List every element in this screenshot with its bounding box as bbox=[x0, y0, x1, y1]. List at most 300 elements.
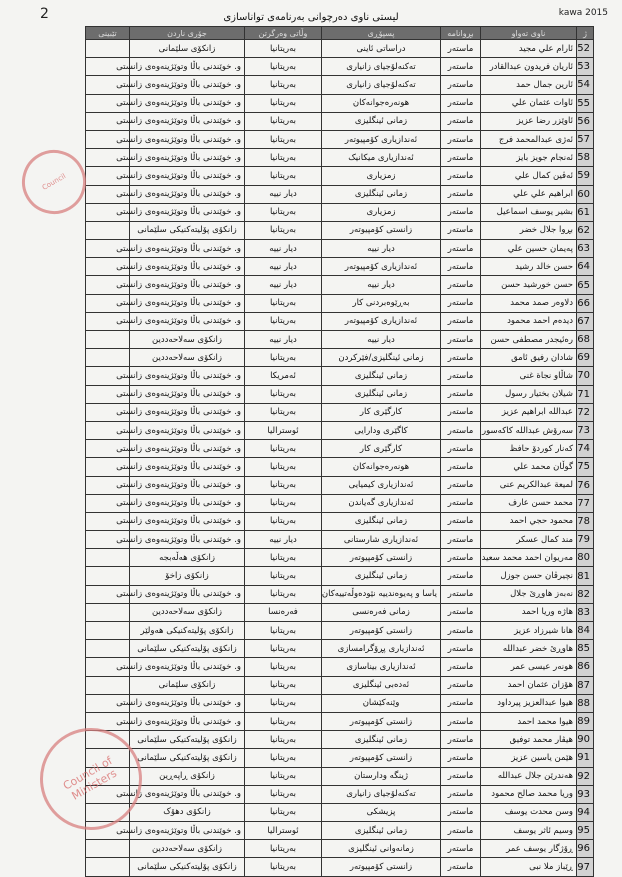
cell-scholarship: زانکۆی پۆلیتەکنیکی سلێمانی bbox=[130, 221, 245, 239]
cell-num: 81 bbox=[577, 567, 594, 585]
cell-scholarship: و. خوێندنی باڵا وتوێژینەوەی زانستی bbox=[130, 385, 245, 403]
cell-scholarship: زانکۆی سەلاحەددین bbox=[130, 331, 245, 349]
cell-degree: ماستەر bbox=[441, 712, 481, 730]
cell-name: وريا محمد صالح محمود bbox=[481, 785, 577, 803]
table-row bbox=[86, 640, 594, 658]
cell-specialty: زمانی ئینگلیزی bbox=[322, 185, 441, 203]
table-row bbox=[86, 367, 594, 385]
cell-name: ڕۆژگار يوسف عمر bbox=[481, 840, 577, 858]
cell-name: هاوڕێ خضر عبدالله bbox=[481, 640, 577, 658]
cell-specialty: دراساتی ئاینی bbox=[322, 40, 441, 58]
cell-name: ئاريان فريدون عبدالقادر bbox=[481, 58, 577, 76]
cell-num: 95 bbox=[577, 822, 594, 840]
table-row bbox=[86, 749, 594, 767]
cell-country: بەریتانیا bbox=[245, 40, 322, 58]
cell-scholarship: زانکۆی پۆلیتەکنیکی هەولێر bbox=[130, 622, 245, 640]
cell-name: دلاوەر صمد محمد bbox=[481, 294, 577, 312]
cell-country: بەریتانیا bbox=[245, 221, 322, 239]
cell-scholarship: و. خوێندنی باڵا وتوێژینەوەی زانستی bbox=[130, 785, 245, 803]
cell-num: 78 bbox=[577, 512, 594, 530]
cell-specialty: پزیشکی bbox=[322, 803, 441, 821]
header-scholarship: جۆری ناردن bbox=[130, 27, 245, 40]
cell-scholarship: و. خوێندنی باڵا وتوێژینەوەی زانستی bbox=[130, 694, 245, 712]
cell-country: دیار نییە bbox=[245, 240, 322, 258]
page-title: لیستی ناوی دەرچوانی بەرنامەی تواناسازی bbox=[223, 12, 399, 23]
cell-scholarship: و. خوێندنی باڵا وتوێژینەوەی زانستی bbox=[130, 258, 245, 276]
cell-specialty: زمانی ئینگلیزی/فێرکردن bbox=[322, 349, 441, 367]
cell-num: 77 bbox=[577, 494, 594, 512]
cell-country: بەریتانیا bbox=[245, 622, 322, 640]
cell-num: 83 bbox=[577, 603, 594, 621]
table-row bbox=[86, 349, 594, 367]
cell-scholarship: زانکۆی هەڵەبجە bbox=[130, 549, 245, 567]
cell-country: بەریتانیا bbox=[245, 549, 322, 567]
cell-scholarship: زانکۆی ڕاپەڕین bbox=[130, 767, 245, 785]
cell-degree: ماستەر bbox=[441, 694, 481, 712]
cell-specialty: ئەندازیاری گەیاندن bbox=[322, 494, 441, 512]
cell-notes bbox=[86, 858, 130, 876]
table-row bbox=[86, 258, 594, 276]
cell-name: شيلان بختيار رسول bbox=[481, 385, 577, 403]
cell-scholarship: و. خوێندنی باڵا وتوێژینەوەی زانستی bbox=[130, 494, 245, 512]
cell-specialty: ئەندازیاری پڕۆگرامسازی bbox=[322, 640, 441, 658]
cell-name: ئاوێزر رضا عزيز bbox=[481, 112, 577, 130]
cell-num: 67 bbox=[577, 312, 594, 330]
cell-scholarship: و. خوێندنی باڵا وتوێژینەوەی زانستی bbox=[130, 476, 245, 494]
table-row bbox=[86, 458, 594, 476]
cell-num: 55 bbox=[577, 94, 594, 112]
table-row bbox=[86, 785, 594, 803]
cell-country: بەریتانیا bbox=[245, 840, 322, 858]
cell-num: 60 bbox=[577, 185, 594, 203]
cell-country: بەریتانیا bbox=[245, 130, 322, 148]
cell-name: كەنار كوردۆ حافظ bbox=[481, 440, 577, 458]
cell-notes bbox=[86, 221, 130, 239]
cell-num: 91 bbox=[577, 749, 594, 767]
cell-country: دیار نییە bbox=[245, 185, 322, 203]
cell-name: هاژە وریا احمد bbox=[481, 603, 577, 621]
cell-degree: ماستەر bbox=[441, 622, 481, 640]
cell-specialty: زانستی کۆمپیوتەر bbox=[322, 858, 441, 876]
cell-notes bbox=[86, 622, 130, 640]
cell-name: مند كمال عسكر bbox=[481, 531, 577, 549]
cell-degree: ماستەر bbox=[441, 567, 481, 585]
cell-country: بەریتانیا bbox=[245, 58, 322, 76]
cell-degree: ماستەر bbox=[441, 494, 481, 512]
table-row bbox=[86, 622, 594, 640]
cell-name: ديدەم احمد محمود bbox=[481, 312, 577, 330]
cell-country: بەریتانیا bbox=[245, 694, 322, 712]
table-row bbox=[86, 476, 594, 494]
cell-degree: ماستەر bbox=[441, 549, 481, 567]
cell-scholarship: و. خوێندنی باڵا وتوێژینەوەی زانستی bbox=[130, 458, 245, 476]
table-row bbox=[86, 858, 594, 876]
cell-degree: ماستەر bbox=[441, 276, 481, 294]
table-row bbox=[86, 585, 594, 603]
cell-scholarship: و. خوێندنی باڵا وتوێژینەوەی زانستی bbox=[130, 130, 245, 148]
cell-num: 64 bbox=[577, 258, 594, 276]
cell-degree: ماستەر bbox=[441, 221, 481, 239]
table-row bbox=[86, 512, 594, 530]
cell-scholarship: و. خوێندنی باڵا وتوێژینەوەی زانستی bbox=[130, 312, 245, 330]
cell-num: 68 bbox=[577, 331, 594, 349]
cell-scholarship: زانکۆی پۆلیتەکنیکی سلێمانی bbox=[130, 858, 245, 876]
cell-name: پەیمان حسين علي bbox=[481, 240, 577, 258]
cell-num: 65 bbox=[577, 276, 594, 294]
cell-country: بەریتانیا bbox=[245, 512, 322, 530]
cell-name: حسن خالد رشيد bbox=[481, 258, 577, 276]
cell-name: هيوا عبدالعزيز پيرداود bbox=[481, 694, 577, 712]
cell-scholarship: و. خوێندنی باڵا وتوێژینەوەی زانستی bbox=[130, 240, 245, 258]
cell-country: بەریتانیا bbox=[245, 585, 322, 603]
cell-name: نەبەز هاوڕێ جلال bbox=[481, 585, 577, 603]
cell-name: مەريوان احمد محمد سعيد bbox=[481, 549, 577, 567]
table-row bbox=[86, 822, 594, 840]
cell-degree: ماستەر bbox=[441, 40, 481, 58]
table-row bbox=[86, 40, 594, 58]
table-row bbox=[86, 276, 594, 294]
cell-specialty: زانستی کۆمپیوتەر bbox=[322, 221, 441, 239]
cell-specialty: زمانی ئینگلیزی bbox=[322, 385, 441, 403]
cell-degree: ماستەر bbox=[441, 167, 481, 185]
table-row bbox=[86, 294, 594, 312]
cell-country: بەریتانیا bbox=[245, 94, 322, 112]
cell-name: ڕێباز ملا نبی bbox=[481, 858, 577, 876]
cell-degree: ماستەر bbox=[441, 785, 481, 803]
cell-degree: ماستەر bbox=[441, 421, 481, 439]
header-num: ژ bbox=[577, 27, 594, 40]
cell-country: بەریتانیا bbox=[245, 112, 322, 130]
cell-notes bbox=[86, 331, 130, 349]
cell-name: محمود حجي احمد bbox=[481, 512, 577, 530]
cell-specialty: زمانی ئینگلیزی bbox=[322, 367, 441, 385]
cell-country: دیار نییە bbox=[245, 331, 322, 349]
cell-num: 59 bbox=[577, 167, 594, 185]
cell-degree: ماستەر bbox=[441, 803, 481, 821]
table-row bbox=[86, 149, 594, 167]
cell-scholarship: زانکۆی سەلاحەددین bbox=[130, 603, 245, 621]
cell-scholarship: و. خوێندنی باڵا وتوێژینەوەی زانستی bbox=[130, 512, 245, 530]
cell-specialty: زانستی کۆمپیوتەر bbox=[322, 712, 441, 730]
cell-num: 71 bbox=[577, 385, 594, 403]
cell-scholarship: و. خوێندنی باڵا وتوێژینەوەی زانستی bbox=[130, 531, 245, 549]
cell-degree: ماستەر bbox=[441, 76, 481, 94]
cell-country: فەرەنسا bbox=[245, 603, 322, 621]
header-country: وڵاتی وەرگرتن bbox=[245, 27, 322, 40]
cell-notes bbox=[86, 840, 130, 858]
cell-num: 76 bbox=[577, 476, 594, 494]
cell-specialty: تەکنەلۆجیای زانیاری bbox=[322, 76, 441, 94]
table-row bbox=[86, 221, 594, 239]
cell-scholarship: زانکۆی سەلاحەددین bbox=[130, 840, 245, 858]
header-specialty: پسپۆڕی bbox=[322, 27, 441, 40]
cell-num: 80 bbox=[577, 549, 594, 567]
cell-country: بەریتانیا bbox=[245, 476, 322, 494]
table-row bbox=[86, 531, 594, 549]
cell-country: ئوستراليا bbox=[245, 421, 322, 439]
cell-num: 75 bbox=[577, 458, 594, 476]
cell-country: بەریتانیا bbox=[245, 349, 322, 367]
table-row bbox=[86, 130, 594, 148]
table-row bbox=[86, 167, 594, 185]
cell-num: 66 bbox=[577, 294, 594, 312]
cell-name: نچيرڤان حسن جوزل bbox=[481, 567, 577, 585]
cell-specialty: تەکنەلۆجیای زانیاری bbox=[322, 58, 441, 76]
cell-num: 52 bbox=[577, 40, 594, 58]
cell-degree: ماستەر bbox=[441, 203, 481, 221]
table-row bbox=[86, 203, 594, 221]
cell-num: 89 bbox=[577, 712, 594, 730]
cell-degree: ماستەر bbox=[441, 731, 481, 749]
cell-country: دیار نییە bbox=[245, 276, 322, 294]
cell-country: بەریتانیا bbox=[245, 676, 322, 694]
cell-num: 82 bbox=[577, 585, 594, 603]
official-stamp-council: Council of Ministers bbox=[21, 709, 160, 848]
cell-specialty: دیار نییە bbox=[322, 276, 441, 294]
cell-scholarship: زانکۆی سەلاحەددین bbox=[130, 349, 245, 367]
cell-name: محمد حسن عارف bbox=[481, 494, 577, 512]
official-stamp: Council bbox=[10, 138, 97, 225]
cell-num: 88 bbox=[577, 694, 594, 712]
cell-degree: ماستەر bbox=[441, 403, 481, 421]
cell-degree: ماستەر bbox=[441, 240, 481, 258]
cell-degree: ماستەر bbox=[441, 149, 481, 167]
cell-degree: ماستەر bbox=[441, 585, 481, 603]
cell-scholarship: و. خوێندنی باڵا وتوێژینەوەی زانستی bbox=[130, 58, 245, 76]
cell-name: ئەنجام جويز بايز bbox=[481, 149, 577, 167]
cell-scholarship: و. خوێندنی باڵا وتوێژینەوەی زانستی bbox=[130, 76, 245, 94]
cell-num: 58 bbox=[577, 149, 594, 167]
header-name: ناوی تەواو bbox=[481, 27, 577, 40]
cell-num: 70 bbox=[577, 367, 594, 385]
cell-specialty: دیار نییە bbox=[322, 331, 441, 349]
cell-specialty: تەکنەلۆجیای زانیاری bbox=[322, 785, 441, 803]
cell-scholarship: و. خوێندنی باڵا وتوێژینەوەی زانستی bbox=[130, 440, 245, 458]
cell-notes bbox=[86, 603, 130, 621]
cell-name: عبدالله ابراهيم عزيز bbox=[481, 403, 577, 421]
cell-degree: ماستەر bbox=[441, 112, 481, 130]
cell-degree: ماستەر bbox=[441, 531, 481, 549]
cell-num: 90 bbox=[577, 731, 594, 749]
cell-num: 56 bbox=[577, 112, 594, 130]
cell-num: 57 bbox=[577, 130, 594, 148]
cell-country: بەریتانیا bbox=[245, 294, 322, 312]
cell-country: بەریتانیا bbox=[245, 440, 322, 458]
cell-specialty: هونەرەجوانەکان bbox=[322, 94, 441, 112]
cell-degree: ماستەر bbox=[441, 349, 481, 367]
cell-scholarship: و. خوێندنی باڵا وتوێژینەوەی زانستی bbox=[130, 149, 245, 167]
cell-specialty: ئەندازیاری کیمیایی bbox=[322, 476, 441, 494]
cell-scholarship: و. خوێندنی باڵا وتوێژینەوەی زانستی bbox=[130, 185, 245, 203]
cell-name: هونەر عيسى عمر bbox=[481, 658, 577, 676]
table-row bbox=[86, 403, 594, 421]
table-row bbox=[86, 421, 594, 439]
table-row bbox=[86, 112, 594, 130]
cell-num: 97 bbox=[577, 858, 594, 876]
cell-country: بەریتانیا bbox=[245, 567, 322, 585]
cell-num: 86 bbox=[577, 658, 594, 676]
cell-name: ئارام علي مجيد bbox=[481, 40, 577, 58]
cell-num: 92 bbox=[577, 767, 594, 785]
corner-label: kawa 2015 bbox=[558, 8, 608, 18]
cell-specialty: یاسا و پەیوەندییە نێودەوڵەتییەکان bbox=[322, 585, 441, 603]
table-row bbox=[86, 731, 594, 749]
cell-num: 63 bbox=[577, 240, 594, 258]
cell-country: بەریتانیا bbox=[245, 749, 322, 767]
table-row bbox=[86, 567, 594, 585]
cell-country: بەریتانیا bbox=[245, 76, 322, 94]
graduates-table bbox=[85, 26, 594, 877]
cell-num: 54 bbox=[577, 76, 594, 94]
cell-country: بەریتانیا bbox=[245, 712, 322, 730]
cell-name: گوڵان محمد علي bbox=[481, 458, 577, 476]
cell-country: بەریتانیا bbox=[245, 167, 322, 185]
cell-degree: ماستەر bbox=[441, 367, 481, 385]
cell-name: ئاوات عثمان علي bbox=[481, 94, 577, 112]
header-notes: تێبینی bbox=[86, 27, 130, 40]
cell-country: بەریتانیا bbox=[245, 385, 322, 403]
cell-num: 84 bbox=[577, 622, 594, 640]
cell-specialty: زمانەوانی ئینگلیزی bbox=[322, 840, 441, 858]
cell-name: هۆزان عثمان احمد bbox=[481, 676, 577, 694]
table-row bbox=[86, 494, 594, 512]
table-row bbox=[86, 549, 594, 567]
cell-name: هەندرێن جلال عبدالله bbox=[481, 767, 577, 785]
table-row bbox=[86, 385, 594, 403]
cell-degree: ماستەر bbox=[441, 458, 481, 476]
cell-name: رەئیجدر مصطفى حسن bbox=[481, 331, 577, 349]
table-row bbox=[86, 76, 594, 94]
cell-specialty: ئەدەبی ئینگلیزی bbox=[322, 676, 441, 694]
cell-name: ئەڤين كمال علي bbox=[481, 167, 577, 185]
cell-degree: ماستەر bbox=[441, 767, 481, 785]
cell-scholarship: و. خوێندنی باڵا وتوێژینەوەی زانستی bbox=[130, 367, 245, 385]
cell-specialty: زانستی کۆمپیوتەر bbox=[322, 549, 441, 567]
cell-name: شادان رفيق ئامق bbox=[481, 349, 577, 367]
cell-scholarship: زانکۆی سلێمانی bbox=[130, 40, 245, 58]
cell-specialty: هونەرەجوانەکان bbox=[322, 458, 441, 476]
cell-scholarship: و. خوێندنی باڵا وتوێژینەوەی زانستی bbox=[130, 294, 245, 312]
cell-name: لميعة عبدالكريم عنى bbox=[481, 476, 577, 494]
cell-country: دیار نییە bbox=[245, 531, 322, 549]
cell-degree: ماستەر bbox=[441, 749, 481, 767]
cell-scholarship: و. خوێندنی باڵا وتوێژینەوەی زانستی bbox=[130, 403, 245, 421]
cell-degree: ماستەر bbox=[441, 676, 481, 694]
cell-specialty: زانستی کۆمپیوتەر bbox=[322, 749, 441, 767]
cell-name: بڕوا جلال خضر bbox=[481, 221, 577, 239]
cell-degree: ماستەر bbox=[441, 58, 481, 76]
table-row bbox=[86, 331, 594, 349]
cell-name: ئەژى عبدالمحمد فرج bbox=[481, 130, 577, 148]
cell-country: بەریتانیا bbox=[245, 494, 322, 512]
table-row bbox=[86, 58, 594, 76]
cell-country: بەریتانیا bbox=[245, 803, 322, 821]
cell-degree: ماستەر bbox=[441, 640, 481, 658]
cell-name: هيڤار محمد توفيق bbox=[481, 731, 577, 749]
cell-country: بەریتانیا bbox=[245, 658, 322, 676]
cell-degree: ماستەر bbox=[441, 840, 481, 858]
cell-num: 61 bbox=[577, 203, 594, 221]
cell-specialty: کارگێری کار bbox=[322, 440, 441, 458]
cell-degree: ماستەر bbox=[441, 822, 481, 840]
cell-specialty: وێنەکێشان bbox=[322, 694, 441, 712]
cell-degree: ماستەر bbox=[441, 294, 481, 312]
cell-scholarship: زانکۆی پۆلیتەکنیکی سلێمانی bbox=[130, 640, 245, 658]
cell-notes bbox=[86, 640, 130, 658]
cell-name: وسيم ئاثر يوسف bbox=[481, 822, 577, 840]
table-row bbox=[86, 240, 594, 258]
table-row bbox=[86, 603, 594, 621]
cell-specialty: ئەندازیاری بیناسازی bbox=[322, 658, 441, 676]
table-row bbox=[86, 185, 594, 203]
cell-country: ئوستراليا bbox=[245, 822, 322, 840]
cell-scholarship: زانکۆی دهۆک bbox=[130, 803, 245, 821]
cell-degree: ماستەر bbox=[441, 312, 481, 330]
cell-scholarship: و. خوێندنی باڵا وتوێژینەوەی زانستی bbox=[130, 94, 245, 112]
page-number: 2 bbox=[40, 6, 49, 22]
cell-scholarship: و. خوێندنی باڵا وتوێژینەوەی زانستی bbox=[130, 421, 245, 439]
cell-country: بەریتانیا bbox=[245, 640, 322, 658]
cell-name: حسن خورشيد حسن bbox=[481, 276, 577, 294]
cell-degree: ماستەر bbox=[441, 476, 481, 494]
cell-num: 96 bbox=[577, 840, 594, 858]
cell-degree: ماستەر bbox=[441, 603, 481, 621]
cell-num: 93 bbox=[577, 785, 594, 803]
cell-num: 69 bbox=[577, 349, 594, 367]
cell-notes bbox=[86, 549, 130, 567]
cell-degree: ماستەر bbox=[441, 94, 481, 112]
cell-specialty: زمانی ئینگلیزی bbox=[322, 512, 441, 530]
cell-specialty: زمانی فەرەنسی bbox=[322, 603, 441, 621]
cell-name: بشير يوسف اسماعيل bbox=[481, 203, 577, 221]
cell-num: 85 bbox=[577, 640, 594, 658]
cell-specialty: ئەندازیاری کۆمپیوتەر bbox=[322, 312, 441, 330]
cell-specialty: ژینگە ودارستان bbox=[322, 767, 441, 785]
cell-country: دیار نییە bbox=[245, 258, 322, 276]
cell-specialty: زمانی ئینگلیزی bbox=[322, 822, 441, 840]
cell-specialty: دیار نییە bbox=[322, 240, 441, 258]
cell-name: ئارين جمال حمد bbox=[481, 76, 577, 94]
table-row bbox=[86, 840, 594, 858]
cell-num: 79 bbox=[577, 531, 594, 549]
cell-specialty: ئەندازیاری کۆمپیوتەر bbox=[322, 130, 441, 148]
table-header-row bbox=[86, 27, 594, 40]
cell-specialty: ئەندازیاری کۆمپیوتەر bbox=[322, 258, 441, 276]
cell-specialty: ئەندازیاری شارستانی bbox=[322, 531, 441, 549]
cell-degree: ماستەر bbox=[441, 512, 481, 530]
table-row bbox=[86, 94, 594, 112]
cell-scholarship: و. خوێندنی باڵا وتوێژینەوەی زانستی bbox=[130, 822, 245, 840]
cell-name: ابراهيم علي علي bbox=[481, 185, 577, 203]
cell-specialty: کاگێری ودارایی bbox=[322, 421, 441, 439]
cell-degree: ماستەر bbox=[441, 130, 481, 148]
header-degree: بڕوانامە bbox=[441, 27, 481, 40]
cell-scholarship: و. خوێندنی باڵا وتوێژینەوەی زانستی bbox=[130, 167, 245, 185]
table-row bbox=[86, 803, 594, 821]
cell-name: هێمن ياسين عزيز bbox=[481, 749, 577, 767]
cell-specialty: زمزیاری bbox=[322, 203, 441, 221]
cell-degree: ماستەر bbox=[441, 440, 481, 458]
cell-specialty: کارگێری کار bbox=[322, 403, 441, 421]
cell-name: شاڵاو نجاة غنی bbox=[481, 367, 577, 385]
cell-country: بەریتانیا bbox=[245, 149, 322, 167]
cell-scholarship: و. خوێندنی باڵا وتوێژینەوەی زانستی bbox=[130, 585, 245, 603]
cell-scholarship: زانکۆی پۆلیتەکنیکی سلێمانی bbox=[130, 731, 245, 749]
cell-degree: ماستەر bbox=[441, 858, 481, 876]
cell-num: 53 bbox=[577, 58, 594, 76]
table-row bbox=[86, 658, 594, 676]
cell-country: بەریتانیا bbox=[245, 858, 322, 876]
